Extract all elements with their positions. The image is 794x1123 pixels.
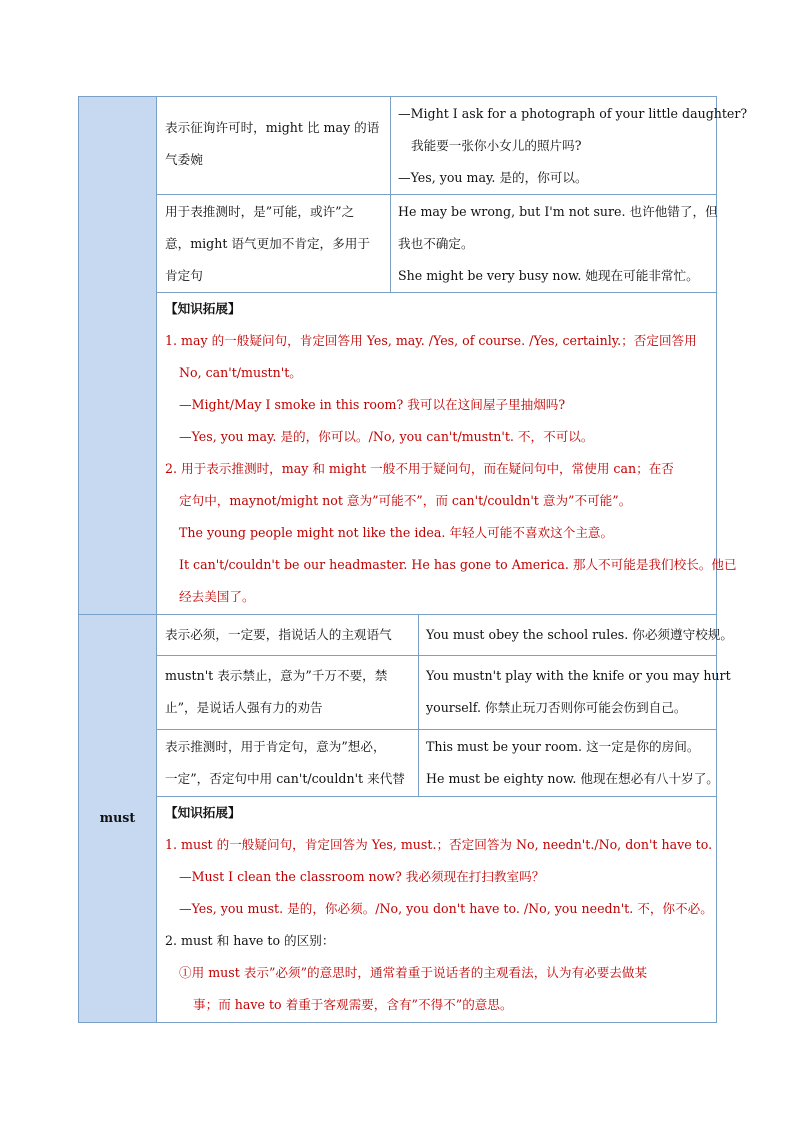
ext-line: The young people might not like the idea. 年轻人可能不喜欢这个主意。 <box>179 525 614 540</box>
might-row2-left: 意，might 语气更加不肯定，多用于 <box>165 236 370 251</box>
might-row2-left: 用于表推测时，是”可能，或许”之 <box>165 204 355 219</box>
must-row2-right: You mustn't play with the knife or you may hurt <box>426 668 731 683</box>
must-row2-right: yourself. 你禁止玩刀否则你可能会伤到自己。 <box>426 700 687 715</box>
might-row1-right: —Might I ask for a photograph of your little daughter? <box>398 106 748 121</box>
ext-line: 1. must 的一般疑问句，肯定回答为 Yes, must.；否定回答为 No, needn't./No, don't have to. <box>165 837 713 852</box>
ext-line: —Must I clean the classroom now? 我必须现在打扫教室吗？ <box>179 869 545 884</box>
divider <box>156 194 717 195</box>
divider <box>78 614 717 615</box>
ext-line: —Yes, you must. 是的，你必须。/No, you don't have to. /No, you needn't. 不，你不必。 <box>179 901 713 916</box>
must-row3-right: This must be your room. 这一定是你的房间。 <box>426 739 700 754</box>
might-row1-right: —Yes, you may. 是的，你可以。 <box>398 170 588 185</box>
must-row1-right: You must obey the school rules. 你必须遵守校规。 <box>426 627 733 642</box>
section-heading: 【知识拓展】 <box>165 301 241 316</box>
might-row2-right: 我也不确定。 <box>398 236 474 251</box>
ext-line: —Yes, you may. 是的，你可以。/No, you can't/mustn't. 不，不可以。 <box>179 429 594 444</box>
divider <box>156 96 157 1023</box>
might-row2-right: She might be very busy now. 她现在可能非常忙。 <box>398 268 699 283</box>
ext-line: No, can't/mustn't。 <box>179 365 302 380</box>
ext-line: 2. must 和 have to 的区别： <box>165 933 335 948</box>
might-row2-left: 肯定句 <box>165 268 203 283</box>
divider <box>418 614 419 796</box>
ext-line: 1. may 的一般疑问句，肯定回答用 Yes, may. /Yes, of course. /Yes, certainly.；否定回答用 <box>165 333 697 348</box>
must-row3-left: 一定”，否定句中用 can't/couldn't 来代替 <box>165 771 405 786</box>
must-row2-left: 止”，是说话人强有力的劝告 <box>165 700 323 715</box>
must-row1-left: 表示必须，一定要，指说话人的主观语气 <box>165 627 392 642</box>
ext-line: 定句中，maynot/might not 意为”可能不”，而 can't/couldn't 意为”不可能”。 <box>179 493 632 508</box>
ext-line: —Might/May I smoke in this room? 我可以在这间屋子里抽烟吗? <box>179 397 566 412</box>
must-row3-right: He must be eighty now. 他现在想必有八十岁了。 <box>426 771 719 786</box>
ext-line: ①用 must 表示”必须”的意思时，通常着重于说话者的主观看法，认为有必要去做某 <box>179 965 648 980</box>
ext-line: It can't/couldn't be our headmaster. He has gone to America. 那人不可能是我们校长。他已 <box>179 557 737 572</box>
must-row3-left: 表示推测时，用于肯定句，意为”想必， <box>165 739 386 754</box>
divider <box>156 729 717 730</box>
ext-line: 事；而 have to 着重于客观需要，含有”不得不”的意思。 <box>193 997 513 1012</box>
section-heading: 【知识拓展】 <box>165 805 241 820</box>
ext-line: 经去美国了。 <box>179 589 255 604</box>
must-label: must <box>99 810 136 825</box>
might-row1-left: 气委婉 <box>165 152 203 167</box>
must-row2-left: mustn't 表示禁止，意为”千万不要，禁 <box>165 668 388 683</box>
divider <box>156 655 717 656</box>
might-label-cell <box>79 97 156 614</box>
might-row2-right: He may be wrong, but I'm not sure. 也许他错了，但 <box>398 204 718 219</box>
might-row1-left: 表示征询许可时，might 比 may 的语 <box>165 120 380 135</box>
ext-line: 2. 用于表示推测时，may 和 might 一般不用于疑问句，而在疑问句中，常使用 can；在否 <box>165 461 674 476</box>
might-row1-right: 我能要一张你小女儿的照片吗? <box>411 138 582 153</box>
